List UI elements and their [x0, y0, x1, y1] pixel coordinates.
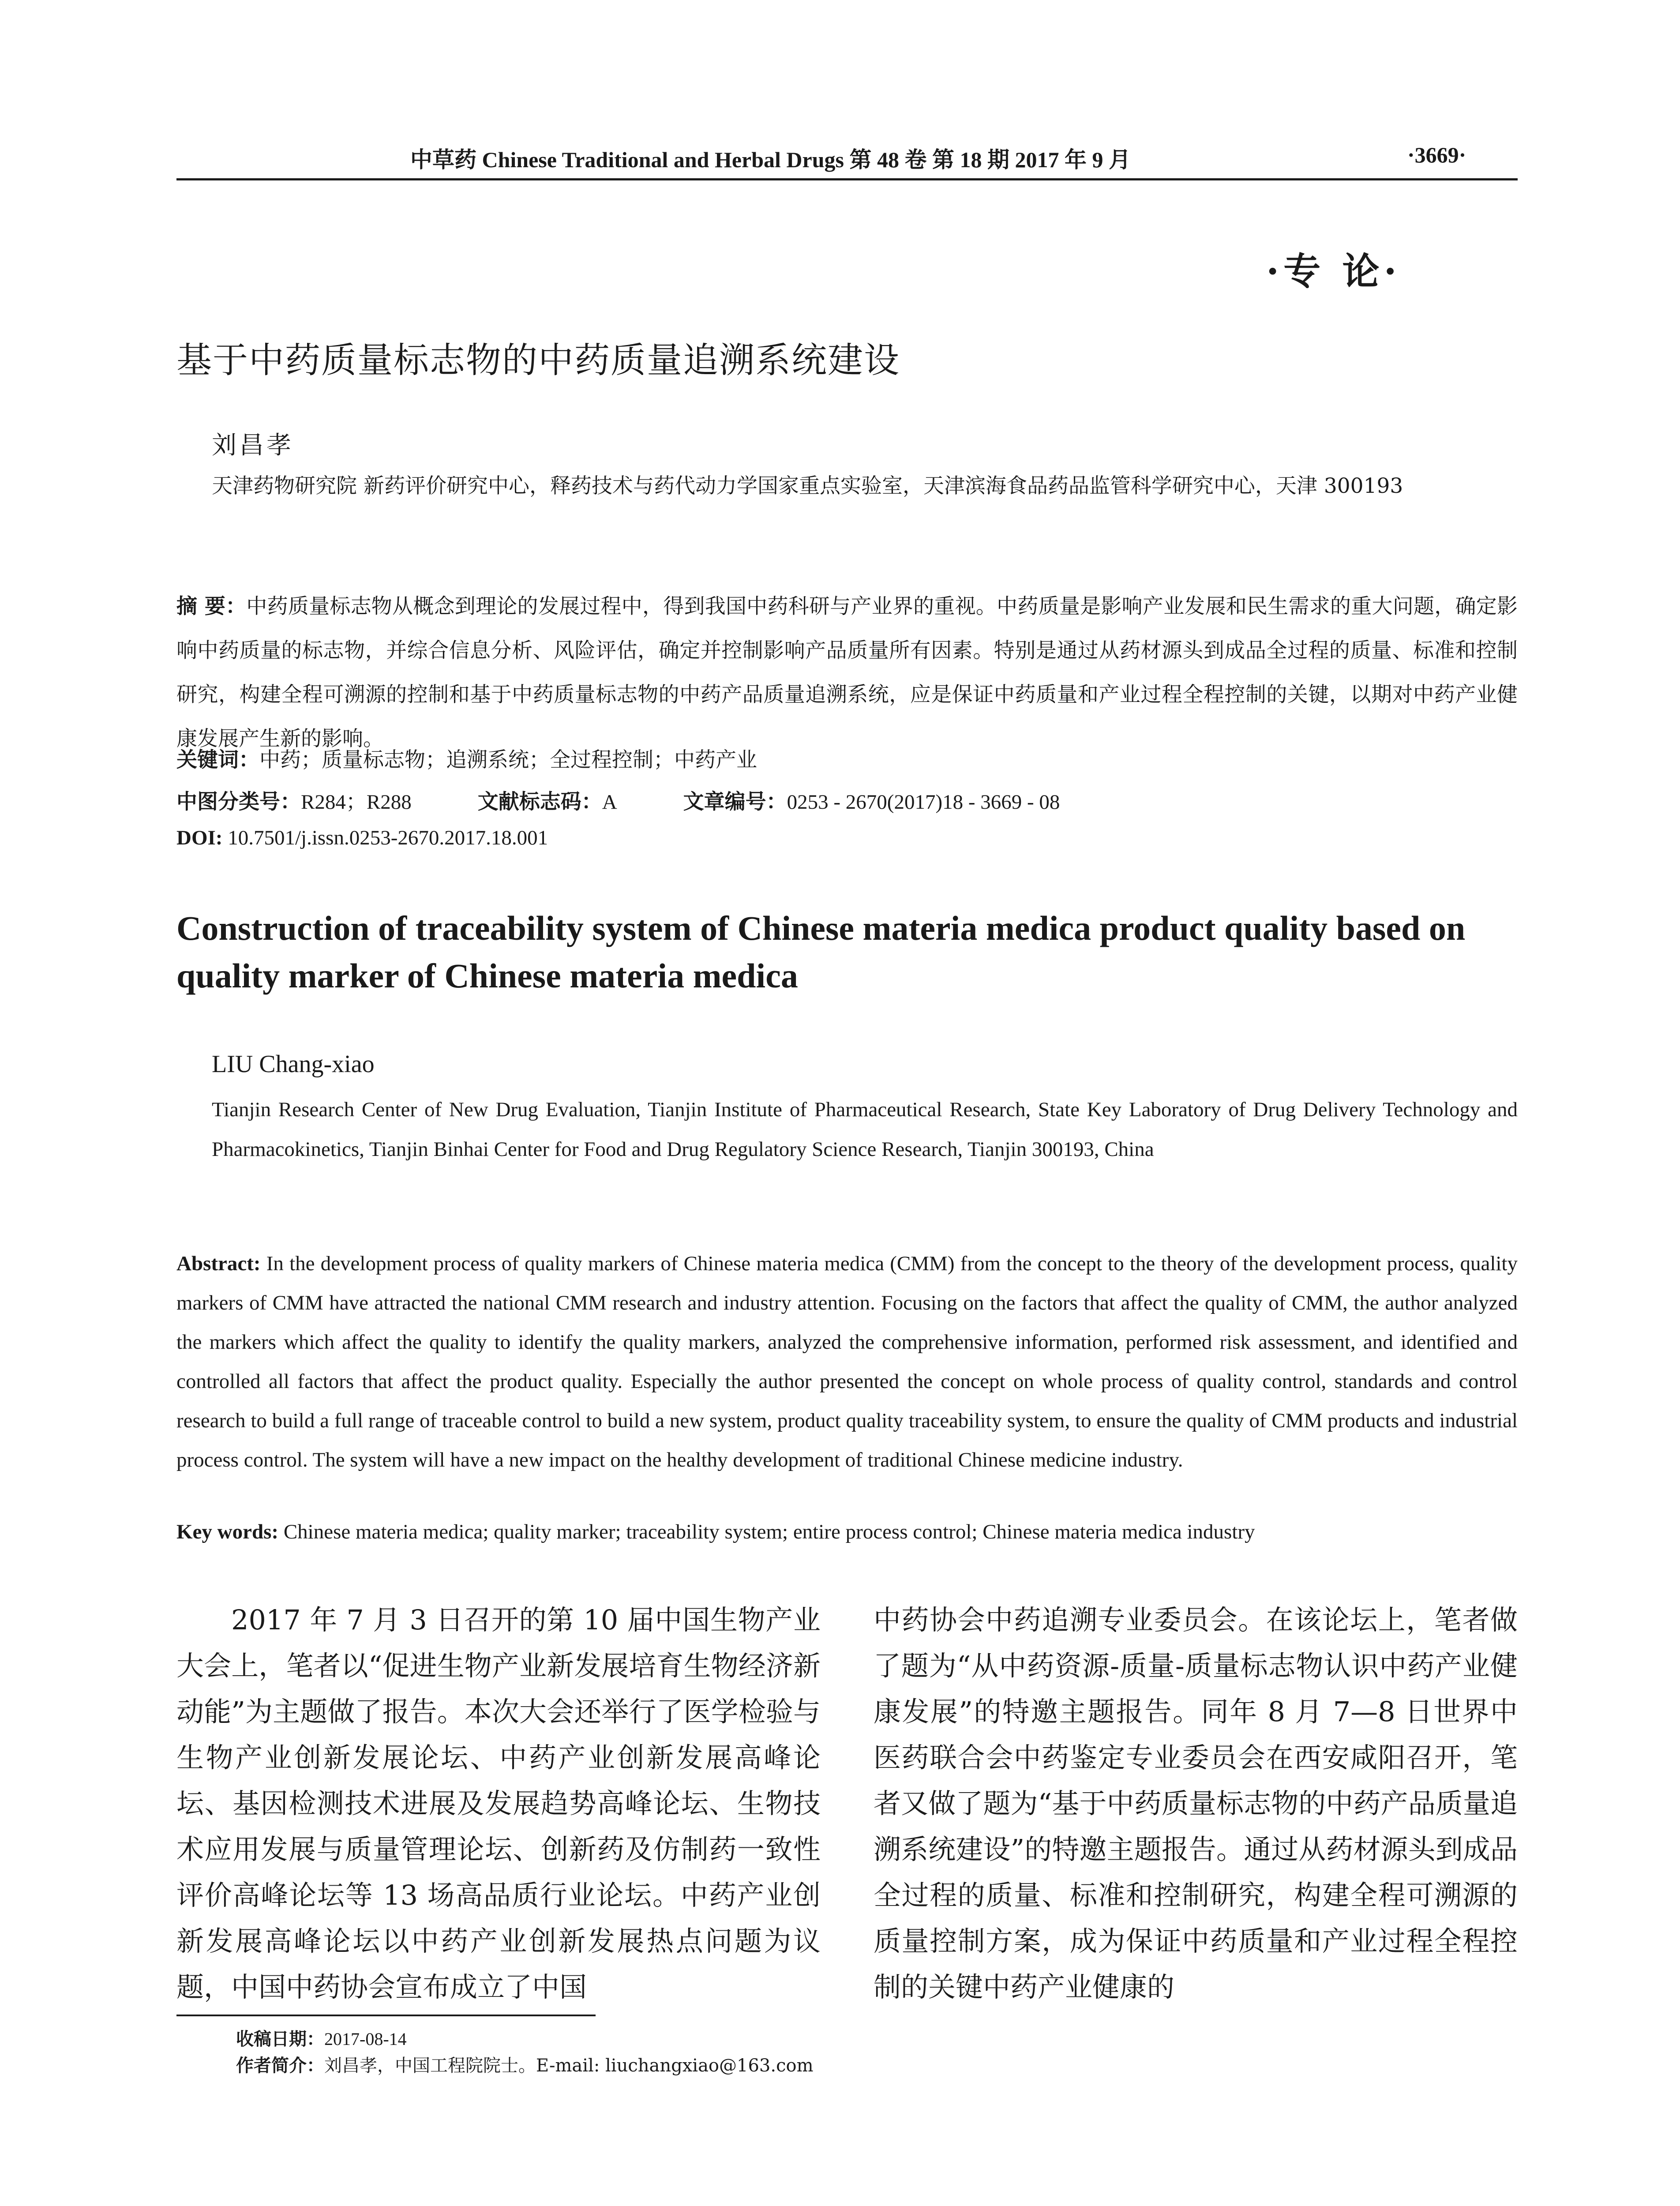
- page-number: ·3669·: [1407, 143, 1466, 167]
- doc-code-value: A: [602, 791, 617, 814]
- footnote-author-bio: [236, 2052, 814, 2077]
- column-tag: ·专 论·: [1266, 249, 1401, 293]
- clc-value: R284；R288: [301, 791, 412, 814]
- received-date: 2017-08-14: [324, 2029, 407, 2049]
- classification-row: [176, 785, 1518, 815]
- keywords-chinese-text: 中药；质量标志物；追溯系统；全过程控制；中药产业: [259, 748, 757, 772]
- journal-header: 中草药 Chinese Traditional and Herbal Drugs 第 48 卷 第 18 期 2017 年 9 月: [410, 147, 1131, 172]
- keywords-english: [176, 1520, 1518, 1544]
- title-chinese: 基于中药质量标志物的中药质量追溯系统建设: [176, 340, 900, 381]
- doi-value: 10.7501/j.issn.0253-2670.2017.18.001: [228, 826, 548, 849]
- body-column-left: 2017 年 7 月 3 日召开的第 10 届中国生物产业大会上，笔者以“促进生物产业新发展培育生物经济新动能”为主题做了报告。本次大会还举行了医学检验与生物产业创新发展论坛、中药产业创新发展高峰论坛、基因检测技术进展及发展趋势高峰论坛、生物技术应用发展与质量管理论坛、创新药及仿制药一致性评价高峰论坛等 13 场高品质行业论坛。中药产业创新发展高峰论坛以中药产业创新发展热点问题为议题，中国中药协会宣布成立了中国: [176, 1604, 821, 2003]
- affiliation-english: Tianjin Research Center of New Drug Evaluation, Tianjin Institute of Pharmaceutical Research, State Key Laboratory of Drug Delivery Technology and Pharmacokinetics, Tianjin Binhai Center for Food and Drug Regulatory Science Research, Tianjin 300193, China: [212, 1098, 1518, 1161]
- keywords-chinese-label: 关键词：: [176, 748, 259, 772]
- title-english: Construction of traceability system of Chinese materia medica product quality based on quality marker of Chinese materia medica: [176, 909, 1466, 995]
- clc-label: 中图分类号：: [176, 790, 301, 814]
- footnote-received: [236, 2025, 407, 2050]
- doi-label: DOI:: [176, 826, 223, 849]
- article-number-label: 文章编号：: [683, 790, 787, 814]
- body-column-right: 中药协会中药追溯专业委员会。在该论坛上，笔者做了题为“从中药资源-质量-质量标志物认识中药产业健康发展”的特邀主题报告。同年 8 月 7—8 日世界中医药联合会中药鉴定专业委员会在西安咸阳召开，笔者又做了题为“基于中药质量标志物的中药产品质量追溯系统建设”的特邀主题报告。通过从药材源头到成品全过程的质量、标准和控制研究，构建全程可溯源的质量控制方案，成为保证中药质量和产业过程全程控制的关键中药产业健康的: [874, 1604, 1518, 2003]
- abstract-english: [176, 1244, 1518, 1480]
- bio-text: 刘昌孝，中国工程院院士。E-mail: liuchangxiao@163.com: [324, 2056, 814, 2076]
- abstract-english-label: Abstract:: [176, 1252, 261, 1275]
- header-rule: [176, 178, 1518, 180]
- author-english: LIU Chang-xiao: [212, 1050, 375, 1078]
- abstract-english-text: In the development process of quality markers of Chinese materia medica (CMM) from the concept to the theory of the development process, quality markers of CMM have attracted the national CMM research and industry attention. Focusing on the factors that affect the quality of CMM, the author analyzed the markers which affect the quality to identify the quality markers, analyzed the comprehensive information, performed risk assessment, and identified and controlled all factors that affect the product quality. Especially the author presented the concept on whole process of quality control, standards and control research to build a full range of traceable control to build a new system, product quality traceability system, to ensure the quality of CMM products and industrial process control. The system will have a new impact on the healthy development of traditional Chinese medicine industry.: [176, 1252, 1518, 1471]
- abstract-chinese-text: 中药质量标志物从概念到理论的发展过程中，得到我国中药科研与产业界的重视。中药质量是影响产业发展和民生需求的重大问题，确定影响中药质量的标志物，并综合信息分析、风险评估，确定并控制影响产品质量所有因素。特别是通过从药材源头到成品全过程的质量、标准和控制研究，构建全程可溯源的控制和基于中药质量标志物的中药产品质量追溯系统，应是保证中药质量和产业过程全程控制的关键，以期对中药产业健康发展产生新的影响。: [176, 594, 1518, 751]
- bio-label: 作者简介：: [236, 2056, 324, 2076]
- abstract-chinese-label: 摘 要：: [176, 594, 247, 619]
- author-chinese: 刘昌孝: [212, 431, 294, 460]
- footnote-rule: [176, 2015, 596, 2016]
- keywords-english-text: Chinese materia medica; quality marker; traceability system; entire process control; Chinese materia medica industry: [283, 1520, 1255, 1543]
- received-label: 收稿日期：: [236, 2029, 324, 2049]
- keywords-chinese: [176, 743, 1518, 773]
- keywords-english-label: Key words:: [176, 1520, 279, 1543]
- abstract-chinese: [176, 585, 1518, 761]
- affiliation-chinese: 天津药物研究院 新药评价研究中心，释药技术与药代动力学国家重点实验室，天津滨海食品药品监管科学研究中心，天津 300193: [212, 474, 1403, 498]
- doi-row: [176, 826, 548, 850]
- doc-code-label: 文献标志码：: [477, 790, 602, 814]
- article-number-value: 0253 - 2670(2017)18 - 3669 - 08: [787, 791, 1060, 814]
